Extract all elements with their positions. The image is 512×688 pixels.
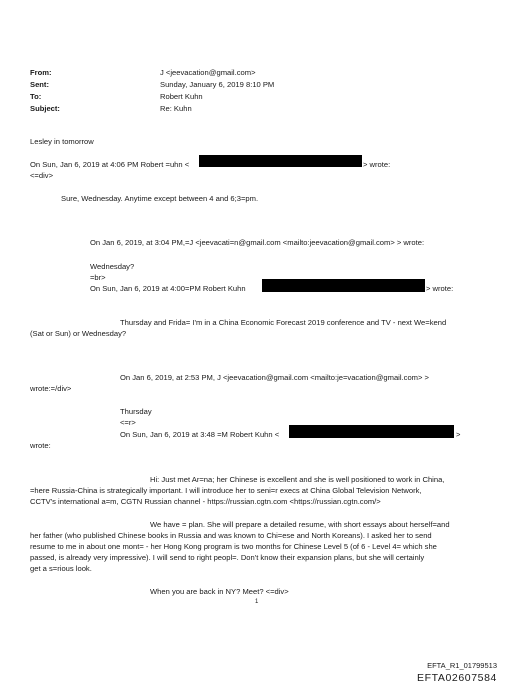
body-line-wrote: wrote: [30, 441, 51, 450]
para1-line3: CCTV's international a=m, CGTN Russian channel - https://russian.cgtn.com <https://russian.cgtn.com/> [30, 497, 381, 506]
quote-header-5b: > [456, 430, 461, 439]
to-value: Robert Kuhn [160, 92, 203, 101]
quote-header-3a: On Sun, Jan 6, 2019 at 4:00=PM Robert Kuhn [90, 284, 246, 293]
body-line-br: =br> [90, 273, 106, 282]
quote-header-4: On Jan 6, 2019, at 2:53 PM, J <jeevacation@gmail.com <mailto:je=vacation@gmail.com> > [120, 373, 429, 382]
to-label: To: [30, 92, 42, 101]
footer-id-large: EFTA02607584 [417, 672, 497, 684]
body-line-thursday-friday: Thursday and Frida= I'm in a China Economic Forecast 2019 conference and TV - next We=kend [120, 318, 447, 327]
footer-id-small: EFTA_R1_01799513 [427, 661, 497, 670]
redaction-box [262, 279, 425, 292]
body-line-lesley: Lesley in tomorrow [30, 137, 94, 146]
quote-header-1b: > wrote: [363, 160, 391, 169]
body-line-div: <=div> [30, 171, 54, 180]
para2-line1: We have = plan. She will prepare a detailed resume, with short essays about herself=and [150, 520, 450, 529]
body-line-sure: Sure, Wednesday. Anytime except between 4 and 6;3=pm. [61, 194, 259, 203]
from-value: J <jeevacation@gmail.com> [160, 68, 256, 77]
subject-label: Subject: [30, 104, 60, 113]
para2-line2: her father (who published Chinese books in Russia and was known to Chi=ese and North Koreans). I asked her to send [30, 531, 432, 540]
redaction-box [199, 155, 362, 167]
body-line-wrote-div: wrote:=/div> [30, 384, 72, 393]
sent-value: Sunday, January 6, 2019 8:10 PM [160, 80, 275, 89]
para1-line2: =here Russia-China is strategically important. I will introduce her to seni=r execs at China Global Television Network, [30, 486, 422, 495]
quote-header-3b: > wrote: [426, 284, 454, 293]
body-line-wednesday: Wednesday? [90, 262, 135, 271]
page-number: 1 [255, 599, 259, 605]
redaction-box [289, 425, 454, 438]
para2-line5: get a s=rious look. [30, 564, 92, 573]
subject-value: Re: Kuhn [160, 104, 192, 113]
from-label: From: [30, 68, 52, 77]
sent-label: Sent: [30, 80, 49, 89]
body-line-meet: When you are back in NY? Meet? <=div> [150, 587, 289, 596]
quote-header-2: On Jan 6, 2019, at 3:04 PM,=J <jeevacati=n@gmail.com <mailto:jeevacation@gmail.com> > wrote: [90, 238, 425, 247]
quote-header-1a: On Sun, Jan 6, 2019 at 4:06 PM Robert =uhn < [30, 160, 190, 169]
body-line-sat-sun: (Sat or Sun) or Wednesday? [30, 329, 127, 338]
quote-header-5a: On Sun, Jan 6, 2019 at 3:48 =M Robert Kuhn < [120, 430, 280, 439]
para2-line3: resume to me in about one mont= - her Hong Kong program is two months for Chinese Level 5 (of 6 - Level 4= which she [30, 542, 437, 551]
body-line-r: <=r> [120, 418, 136, 427]
para2-line4: passed, is already very impressive). I will send to right peopl=. Don't know their expansion plans, but she will certainly [30, 553, 425, 562]
para1-line1: Hi: Just met Ar=na; her Chinese is excellent and she is well positioned to work in China, [150, 475, 445, 484]
body-line-thursday: Thursday [120, 407, 152, 416]
